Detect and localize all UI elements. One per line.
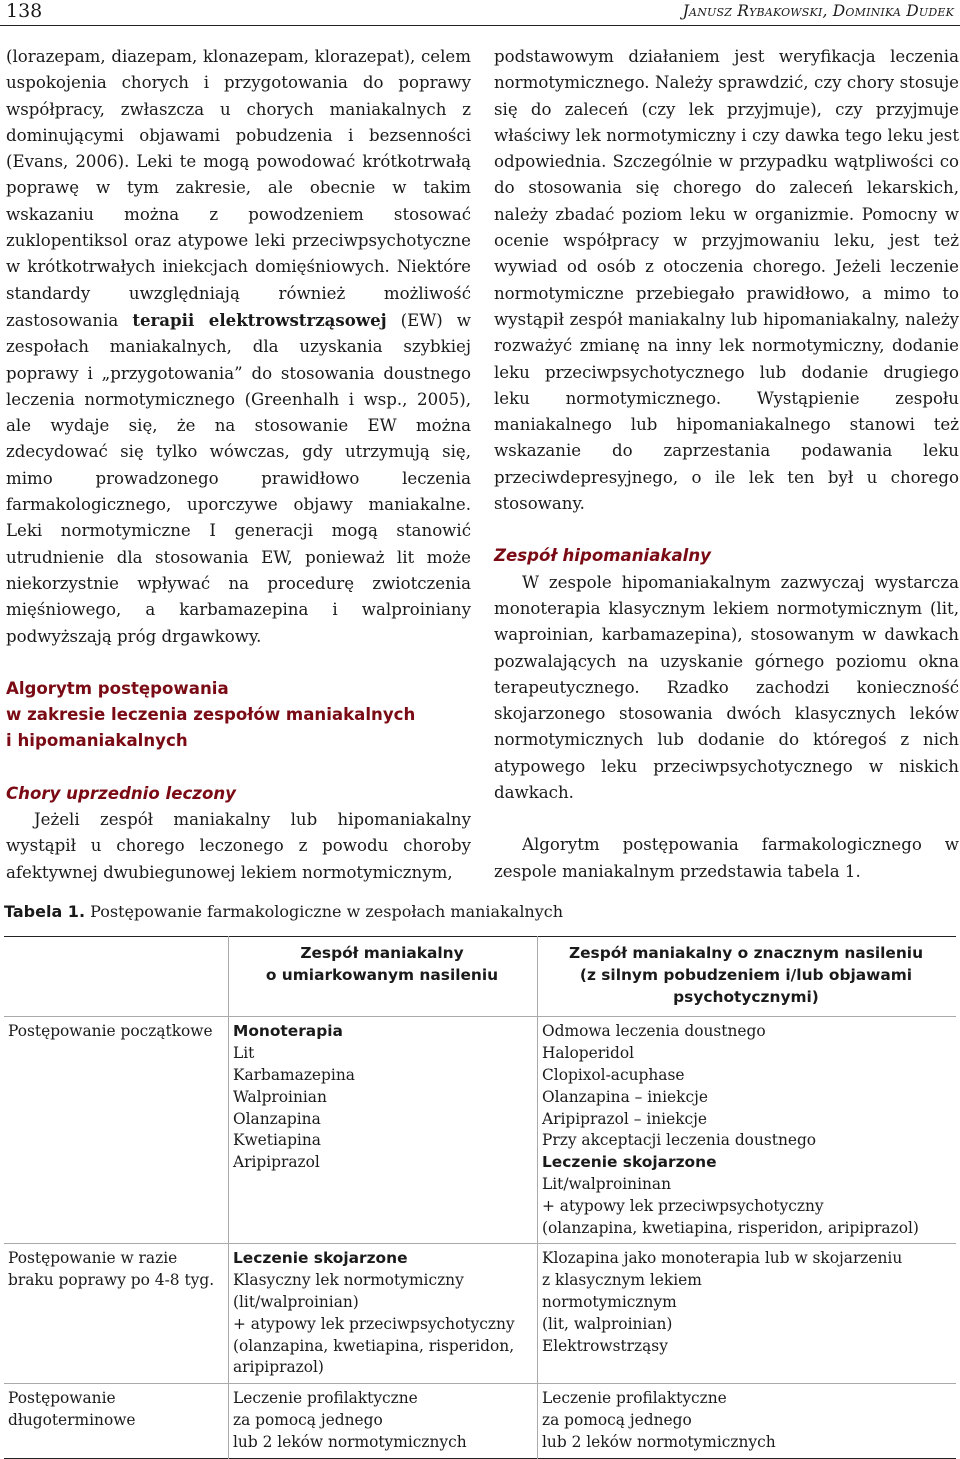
left-paragraph-1: (lorazepam, diazepam, klonazepam, klorazepat), celem uspokojenia chorych i przygotowania do poprawy współpracy, zwłaszcza u chorych maniakalnych z dominującymi objawami pobudzenia i bezsenności (Evans, 2006). Leki te mogą powodować krótkotrwałą poprawę w tym zakresie, ale obecnie w takim wskazaniu można z powodzeniem stosować zuklopentiksol oraz atypowe leki przeciwpsychotyczne w krótkotrwałych iniekcjach domięśniowych. Niektóre standardy uwzględniają również możliwość zastosowania terapii elektrowstrząsowej (EW) w zespołach maniakalnych, dla uzyskania szybkiej poprawy i „przygotowania” do stosowania doustnego leczenia normotymicznego (Greenhalh i wsp., 2005), ale wydaje się, że na stosowanie EW można zdecydować się tylko wówczas, gdy utrzymują się, mimo prowadzonego prawidłowo leczenia farmakologicznego, uporczywe objawy maniakalne. Leki normotymiczne I generacji mogą stanowić utrudnienie dla stosowania EW, ponieważ lit może niekorzystnie wpływać na procedurę zwiotczenia mięśniowego, a karbamazepina i walproiniany podwyższają próg drgawkowy. [6,47,471,646]
page-number: 138 [6,0,43,22]
cell-moderate: Leczenie skojarzone Klasyczny lek normotymiczny (lit/walproinian) + atypowy lek przeciwpsychotyczny (olanzapina, kwetiapina, risperidon, aripiprazol) [229,1244,538,1384]
header-cell-moderate: Zespół maniakalny o umiarkowanym nasileniu [229,937,538,1017]
right-paragraph-2: W zespole hipomaniakalnym zazwyczaj wystarcza monoterapia klasycznym lekiem normotymicznym (lit, waproinian, karbamazepina), stosowanym w dawkach pozwalających na uzyskanie górnego poziomu okna terapeutycznego. Rzadko zachodzi konieczność skojarzonego stosowania dwóch klasycznych leków normotymicznych lub dodanie do któregoś z nich atypowego leku przeciwpsychotycznego w niskich dawkach. [494,572,959,803]
table-caption-text: Postępowanie farmakologiczne w zespołach maniakalnych [90,902,564,921]
cell-moderate: Leczenie profilaktyczne za pomocą jednego lub 2 leków normotymicznych [229,1384,538,1458]
table-row [4,1384,956,1458]
right-column [494,44,959,885]
left-paragraph-2: Jeżeli zespół maniakalny lub hipomaniakalny wystąpił u chorego leczonego z powodu choroby afektywnej dwubiegunowej lekiem normotymicznym, [6,810,471,882]
header-cell-empty [4,937,229,1017]
cell-severe: Leczenie profilaktyczne za pomocą jednego lub 2 leków normotymicznych [538,1384,957,1458]
row-label: Postępowanie długoterminowe [4,1384,229,1458]
cell-severe: Klozapina jako monoterapia lub w skojarzeniu z klasycznym lekiem normotymicznym (lit, walproinian) Elektrowstrząsy [538,1244,957,1384]
header-cell-severe: Zespół maniakalny o znacznym nasileniu (z silnym pobudzeniem i/lub objawami psychotycznymi) [538,937,957,1017]
left-column [6,44,471,886]
row-label: Postępowanie początkowe [4,1017,229,1244]
cell-severe: Odmowa leczenia doustnego Haloperidol Clopixol-acuphase Olanzapina – iniekcje Aripiprazol – iniekcje Przy akceptacji leczenia doustnego Leczenie skojarzone Lit/walproininan + atypowy lek przeciwpsychotyczny (olanzapina, kwetiapina, risperidon, aripiprazol) [538,1017,957,1244]
table-caption [4,902,563,921]
right-paragraph-3: Algorytm postępowania farmakologicznego w zespole maniakalnym przedstawia tabela 1. [494,835,959,881]
cell-moderate: Monoterapia Lit Karbamazepina Walproinian Olanzapina Kwetiapina Aripiprazol [229,1017,538,1244]
subsection-heading: Chory uprzednio leczony [6,783,236,803]
table-header-row [4,937,956,1017]
page-header [0,0,960,30]
subsection-heading-hipomania: Zespół hipomaniakalny [494,546,711,566]
row-label: Postępowanie w razie braku poprawy po 4-8 tyg. [4,1244,229,1384]
running-head-authors: Janusz Rybakowski, Dominika Dudek [682,2,954,20]
section-heading: Algorytm postępowania w zakresie leczenia zespołów maniakalnych i hipomaniakalnych [6,678,416,751]
header-rule [0,25,960,26]
table-caption-label: Tabela 1. [4,902,86,921]
right-paragraph-1: podstawowym działaniem jest weryfikacja leczenia normotymicznego. Należy sprawdzić, czy chory stosuje się do zaleceń (czy lek przyjmuje), czy przyjmuje właściwy lek normotymiczny i czy dawka tego leku jest odpowiednia. Szczególnie w przypadku wątpliwości co do stosowania się chorego do zaleceń lekarskich, należy zbadać poziom leku w organizmie. Pomocny w ocenie współpracy w przyjmowaniu leku, jest też wywiad od osób z otoczenia chorego. Jeżeli leczenie normotymiczne przebiegało prawidłowo, a mimo to wystąpił zespół maniakalny lub hipomaniakalny, należy rozważyć zmianę na inny lek normotymiczny, dodanie leku przeciwpsychotycznego lub dodanie drugiego leku normotymicznego. Wystąpienie zespołu maniakalnego lub hipomaniakalnego stanowi też wskazanie do zaprzestania podawania leku przeciwdepresyjnego, o ile lek ten był u chorego stosowany. [494,47,959,514]
table-row [4,1244,956,1384]
table-row [4,1017,956,1244]
bold-term: terapii elektrowstrząsowej [132,309,387,330]
treatment-table [4,936,956,1459]
